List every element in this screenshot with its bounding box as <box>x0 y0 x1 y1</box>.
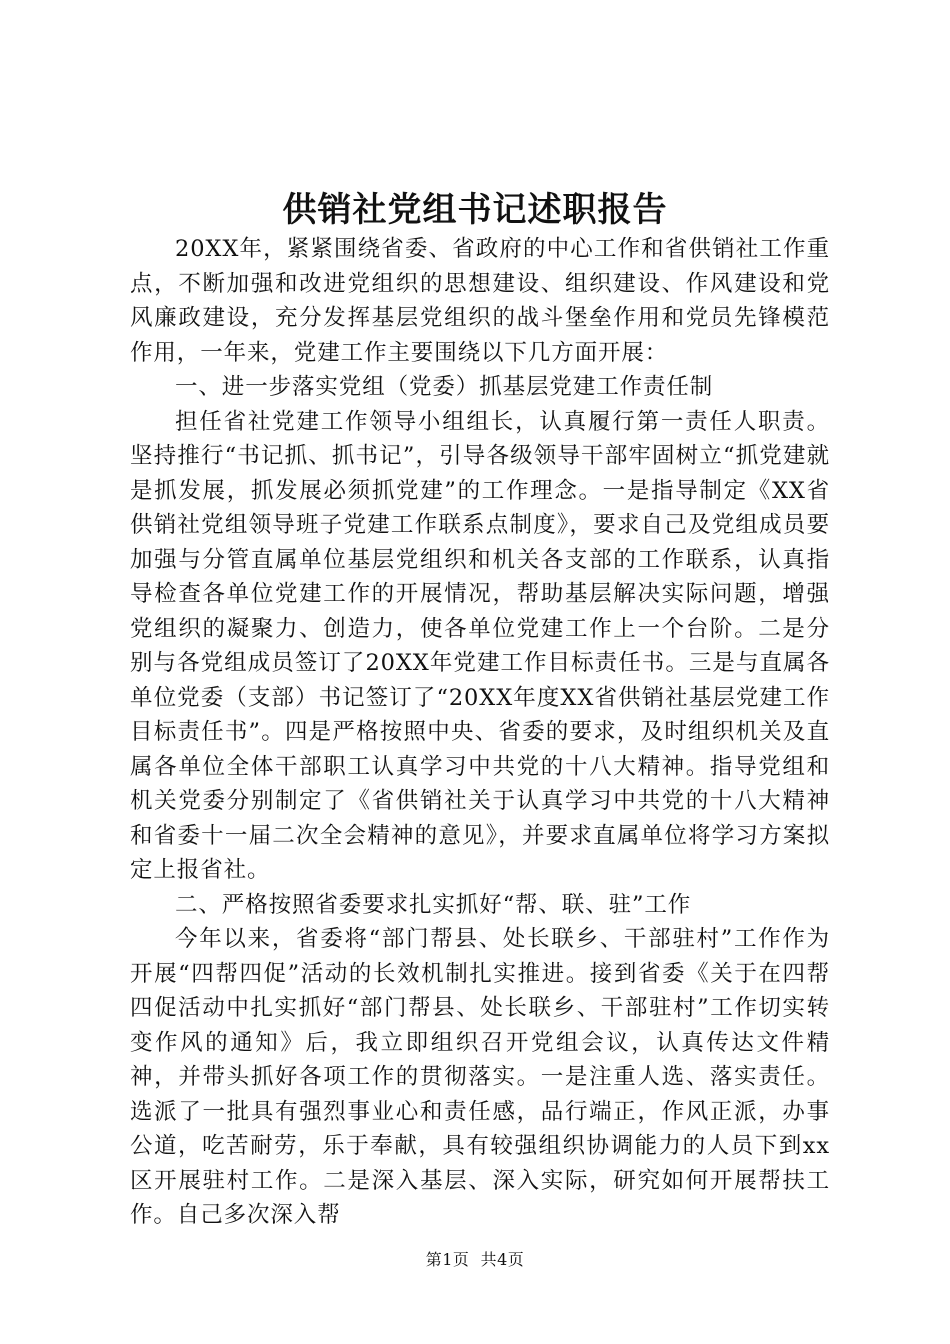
section-heading-1: 一、进一步落实党组（党委）抓基层党建工作责任制 <box>175 374 714 400</box>
document-body <box>130 232 830 1233</box>
section-1-paragraph: 担任省社党建工作领导小组组长，认真履行第一责任人职责。坚持推行“书记抓、抓书记”，引导各级领导干部牢固树立“抓党建就是抓发展，抓发展必须抓党建”的工作理念。一是指导制定《XX省供销社党组领导班子党建工作联系点制度》，要求自己及党组成员要加强与分管直属单位基层党组织和机关各支部的工作联系，认真指导检查各单位党建工作的开展情况，帮助基层解决实际问题，增强党组织的凝聚力、创造力，使各单位党建工作上一个台阶。二是分别与各党组成员签订了20XX年党建工作目标责任书。三是与直属各单位党委（支部）书记签订了“20XX年度XX省供销社基层党建工作目标责任书”。四是严格按照中央、省委的要求，及时组织机关及直属各单位全体干部职工认真学习中共党的十八大精神。指导党组和机关党委分别制定了《省供销社关于认真学习中共党的十八大精神和省委十一届二次全会精神的意见》，并要求直属单位将学习方案拟定上报省社。 <box>130 408 830 883</box>
page-footer <box>0 1247 950 1270</box>
intro-paragraph: 20XX年，紧紧围绕省委、省政府的中心工作和省供销社工作重点，不断加强和改进党组织的思想建设、组织建设、作风建设和党风廉政建设，充分发挥基层党组织的战斗堡垒作用和党员先锋模范作用，一年来，党建工作主要围绕以下几方面开展： <box>130 236 830 366</box>
document-title: 供销社党组书记述职报告 <box>282 190 668 230</box>
section-2-paragraph: 今年以来，省委将“部门帮县、处长联乡、干部驻村”工作作为开展“四帮四促”活动的长效机制扎实推进。接到省委《关于在四帮四促活动中扎实抓好“部门帮县、处长联乡、干部驻村”工作切实转变作风的通知》后，我立即组织召开党组会议，认真传达文件精神，并带头抓好各项工作的贯彻落实。一是注重人选、落实责任。选派了一批具有强烈事业心和责任感，品行端正，作风正派，办事公道，吃苦耐劳，乐于奉献，具有较强组织协调能力的人员下到xx区开展驻村工作。二是深入基层、深入实际，研究如何开展帮扶工作。自己多次深入帮 <box>130 926 830 1228</box>
page-number: 第1页 共4页 <box>425 1250 525 1269</box>
section-heading-2: 二、严格按照省委要求扎实抓好“帮、联、驻”工作 <box>175 891 692 918</box>
